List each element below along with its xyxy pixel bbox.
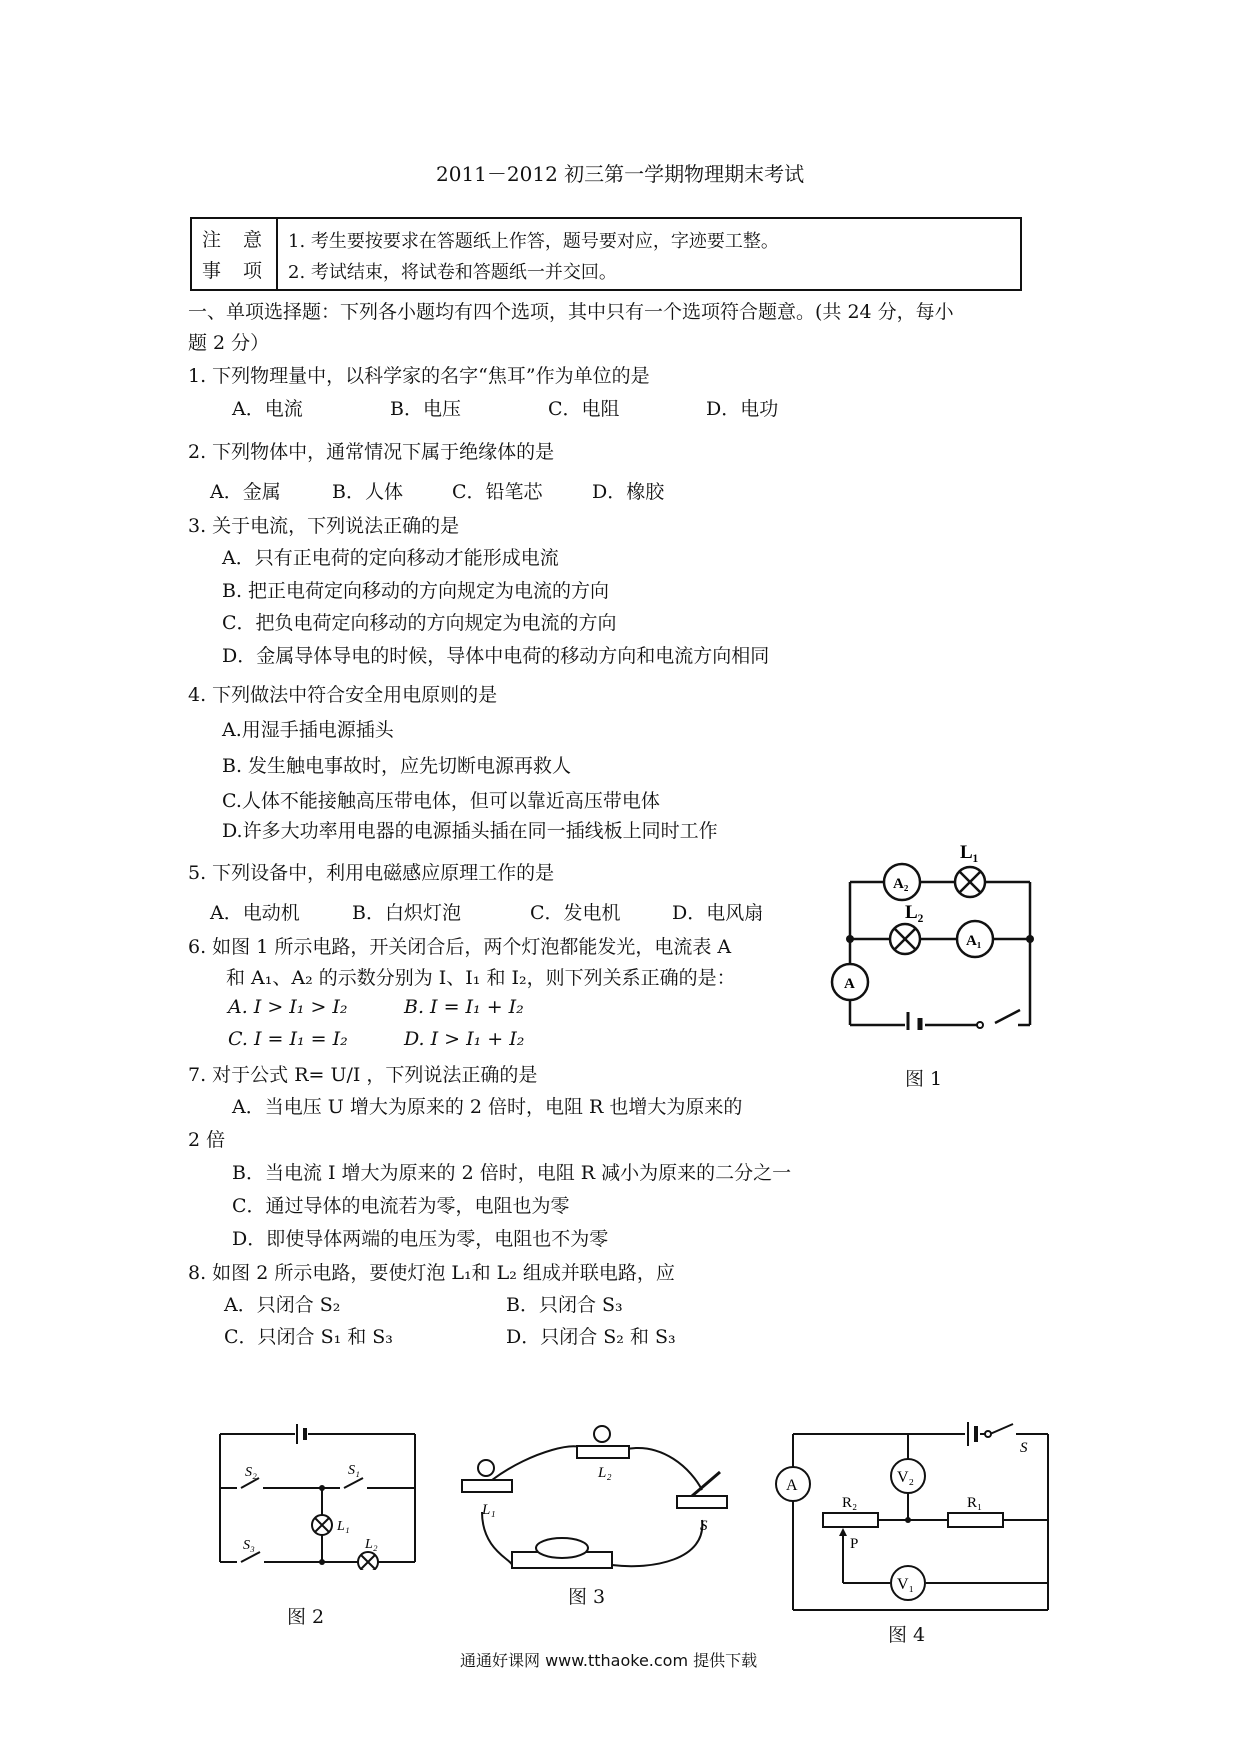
resistor-r1-icon <box>948 1513 1003 1527</box>
q4-option-b: B. 发生触电事故时，应先切断电源再救人 <box>222 755 572 777</box>
footer-source: 通通好课网 www.tthaoke.com 提供下载 <box>460 1651 758 1670</box>
figure-4-caption: 图 4 <box>888 1624 926 1646</box>
fig1-label-a: A <box>844 976 855 992</box>
fig4-label-s: S <box>1020 1440 1028 1456</box>
figure-3-apparatus <box>452 1420 752 1580</box>
q8-option-b: B．只闭合 S₃ <box>506 1294 623 1316</box>
fig2-label-s1: S₁ <box>348 1463 360 1478</box>
fig1-label-a2: A₂ <box>893 876 909 892</box>
q2-option-d: D．橡胶 <box>592 481 665 503</box>
q8-option-c: C．只闭合 S₁ 和 S₃ <box>224 1326 393 1348</box>
q3-option-b: B. 把正电荷定向移动的方向规定为电流的方向 <box>222 580 610 602</box>
resistor-r2-icon <box>823 1513 878 1527</box>
q3-option-d: D．金属导体导电的时候，导体中电荷的移动方向和电流方向相同 <box>222 645 770 667</box>
fig4-label-p: P <box>850 1536 859 1552</box>
q5-option-c: C．发电机 <box>530 902 621 924</box>
notice-item-2: 2. 考试结束，将试卷和答题纸一并交回。 <box>288 262 617 283</box>
q6-option-a: A. I > I₁ > I₂ <box>228 996 348 1018</box>
figure-1-caption: 图 1 <box>905 1068 943 1090</box>
fig1-label-l1: L₁ <box>960 842 979 863</box>
q1-option-b: B．电压 <box>390 398 461 420</box>
notice-box <box>190 217 1022 291</box>
q2-option-c: C．铅笔芯 <box>452 481 543 503</box>
q8-option-a: A．只闭合 S₂ <box>224 1294 341 1316</box>
notice-label-cell <box>192 219 278 289</box>
fig3-label-s: S <box>700 1518 708 1534</box>
q6-option-b: B. I = I₁ + I₂ <box>404 996 524 1018</box>
q1-option-d: D．电功 <box>706 398 779 420</box>
q7-option-d: D．即使导体两端的电压为零，电阻也不为零 <box>232 1228 609 1250</box>
q3-option-a: A．只有正电荷的定向移动才能形成电流 <box>222 547 559 569</box>
fig3-label-l1: L₁ <box>482 1502 496 1518</box>
fig2-label-s2: S₂ <box>245 1465 257 1480</box>
q4-option-a: A.用湿手插电源插头 <box>222 719 394 741</box>
fig2-label-l2: L₂ <box>365 1537 378 1552</box>
q5-option-a: A．电动机 <box>210 902 300 924</box>
q2-option-b: B．人体 <box>332 481 403 503</box>
fig2-label-l1: L₁ <box>337 1519 350 1534</box>
fig3-label-l2: L₂ <box>598 1465 612 1481</box>
section-heading-line2: 题 2 分） <box>188 332 270 354</box>
q8-stem: 8. 如图 2 所示电路，要使灯泡 L₁和 L₂ 组成并联电路，应 <box>188 1262 675 1284</box>
figure-2-caption: 图 2 <box>287 1606 325 1628</box>
q4-stem: 4. 下列做法中符合安全用电原则的是 <box>188 684 498 706</box>
fig4-label-a: A <box>786 1477 798 1494</box>
fig4-label-v2: V₂ <box>897 1469 915 1486</box>
fig1-label-l2: L₂ <box>905 902 924 923</box>
q5-stem: 5. 下列设备中，利用电磁感应原理工作的是 <box>188 862 555 884</box>
exam-title: 2011－2012 初三第一学期物理期末考试 <box>436 162 805 186</box>
notice-label-line1: 注 意 <box>202 229 271 251</box>
notice-item-1: 1. 考生要按要求在答题纸上作答，题号要对应，字迹要工整。 <box>288 231 779 252</box>
q7-option-b: B．当电流 I 增大为原来的 2 倍时，电阻 R 减小为原来的二分之一 <box>232 1162 792 1184</box>
bulb-l2-base-icon <box>577 1446 629 1458</box>
q1-stem: 1. 下列物理量中，以科学家的名字“焦耳”作为单位的是 <box>188 365 650 387</box>
fig4-label-v1: V₁ <box>897 1576 915 1593</box>
q1-option-c: C．电阻 <box>548 398 620 420</box>
figure-2-circuit <box>215 1420 425 1570</box>
figure-1-circuit <box>820 840 1060 1030</box>
bulb-l2-icon <box>594 1426 610 1442</box>
q4-option-d: D.许多大功率用电器的电源插头插在同一插线板上同时工作 <box>222 820 718 842</box>
q5-option-d: D．电风扇 <box>672 902 764 924</box>
bulb-l1-base-icon <box>462 1480 512 1492</box>
figure-3-caption: 图 3 <box>568 1586 606 1608</box>
notice-label-line2: 事 项 <box>202 260 271 282</box>
q6-stem-line2: 和 A₁、A₂ 的示数分别为 I、I₁ 和 I₂，则下列关系正确的是： <box>226 967 736 989</box>
q2-option-a: A．金属 <box>210 481 281 503</box>
q3-option-c: C．把负电荷定向移动的方向规定为电流的方向 <box>222 612 617 634</box>
q7-option-c: C．通过导体的电流若为零，电阻也为零 <box>232 1195 570 1217</box>
q7-option-a-line1: A．当电压 U 增大为原来的 2 倍时，电阻 R 也增大为原来的 <box>232 1096 743 1118</box>
fig2-label-s3: S₃ <box>243 1538 255 1553</box>
q4-option-c: C.人体不能接触高压带电体，但可以靠近高压带电体 <box>222 790 660 812</box>
q6-option-d: D. I > I₁ + I₂ <box>404 1028 525 1050</box>
bulb-l1-icon <box>478 1460 494 1476</box>
fig4-label-r2: R₂ <box>842 1495 858 1511</box>
q5-option-b: B．白炽灯泡 <box>352 902 461 924</box>
q7-option-a-line2: 2 倍 <box>188 1129 226 1151</box>
q7-stem: 7. 对于公式 R= U/I ，下列说法正确的是 <box>188 1064 538 1086</box>
q3-stem: 3. 关于电流，下列说法正确的是 <box>188 515 460 537</box>
q8-option-d: D．只闭合 S₂ 和 S₃ <box>506 1326 676 1348</box>
switch-s-icon <box>677 1496 727 1508</box>
q6-option-c: C. I = I₁ = I₂ <box>228 1028 348 1050</box>
q1-option-a: A．电流 <box>232 398 303 420</box>
fig4-label-r1: R₁ <box>967 1495 983 1511</box>
section-heading-line1: 一、单项选择题：下列各小题均有四个选项，其中只有一个选项符合题意。(共 24 分，每小 <box>188 301 954 323</box>
q6-stem-line1: 6. 如图 1 所示电路，开关闭合后，两个灯泡都能发光，电流表 A <box>188 936 732 958</box>
figure-4-circuit <box>768 1418 1058 1618</box>
q2-stem: 2. 下列物体中，通常情况下属于绝缘体的是 <box>188 441 555 463</box>
fig1-label-a1: A₁ <box>966 933 982 949</box>
